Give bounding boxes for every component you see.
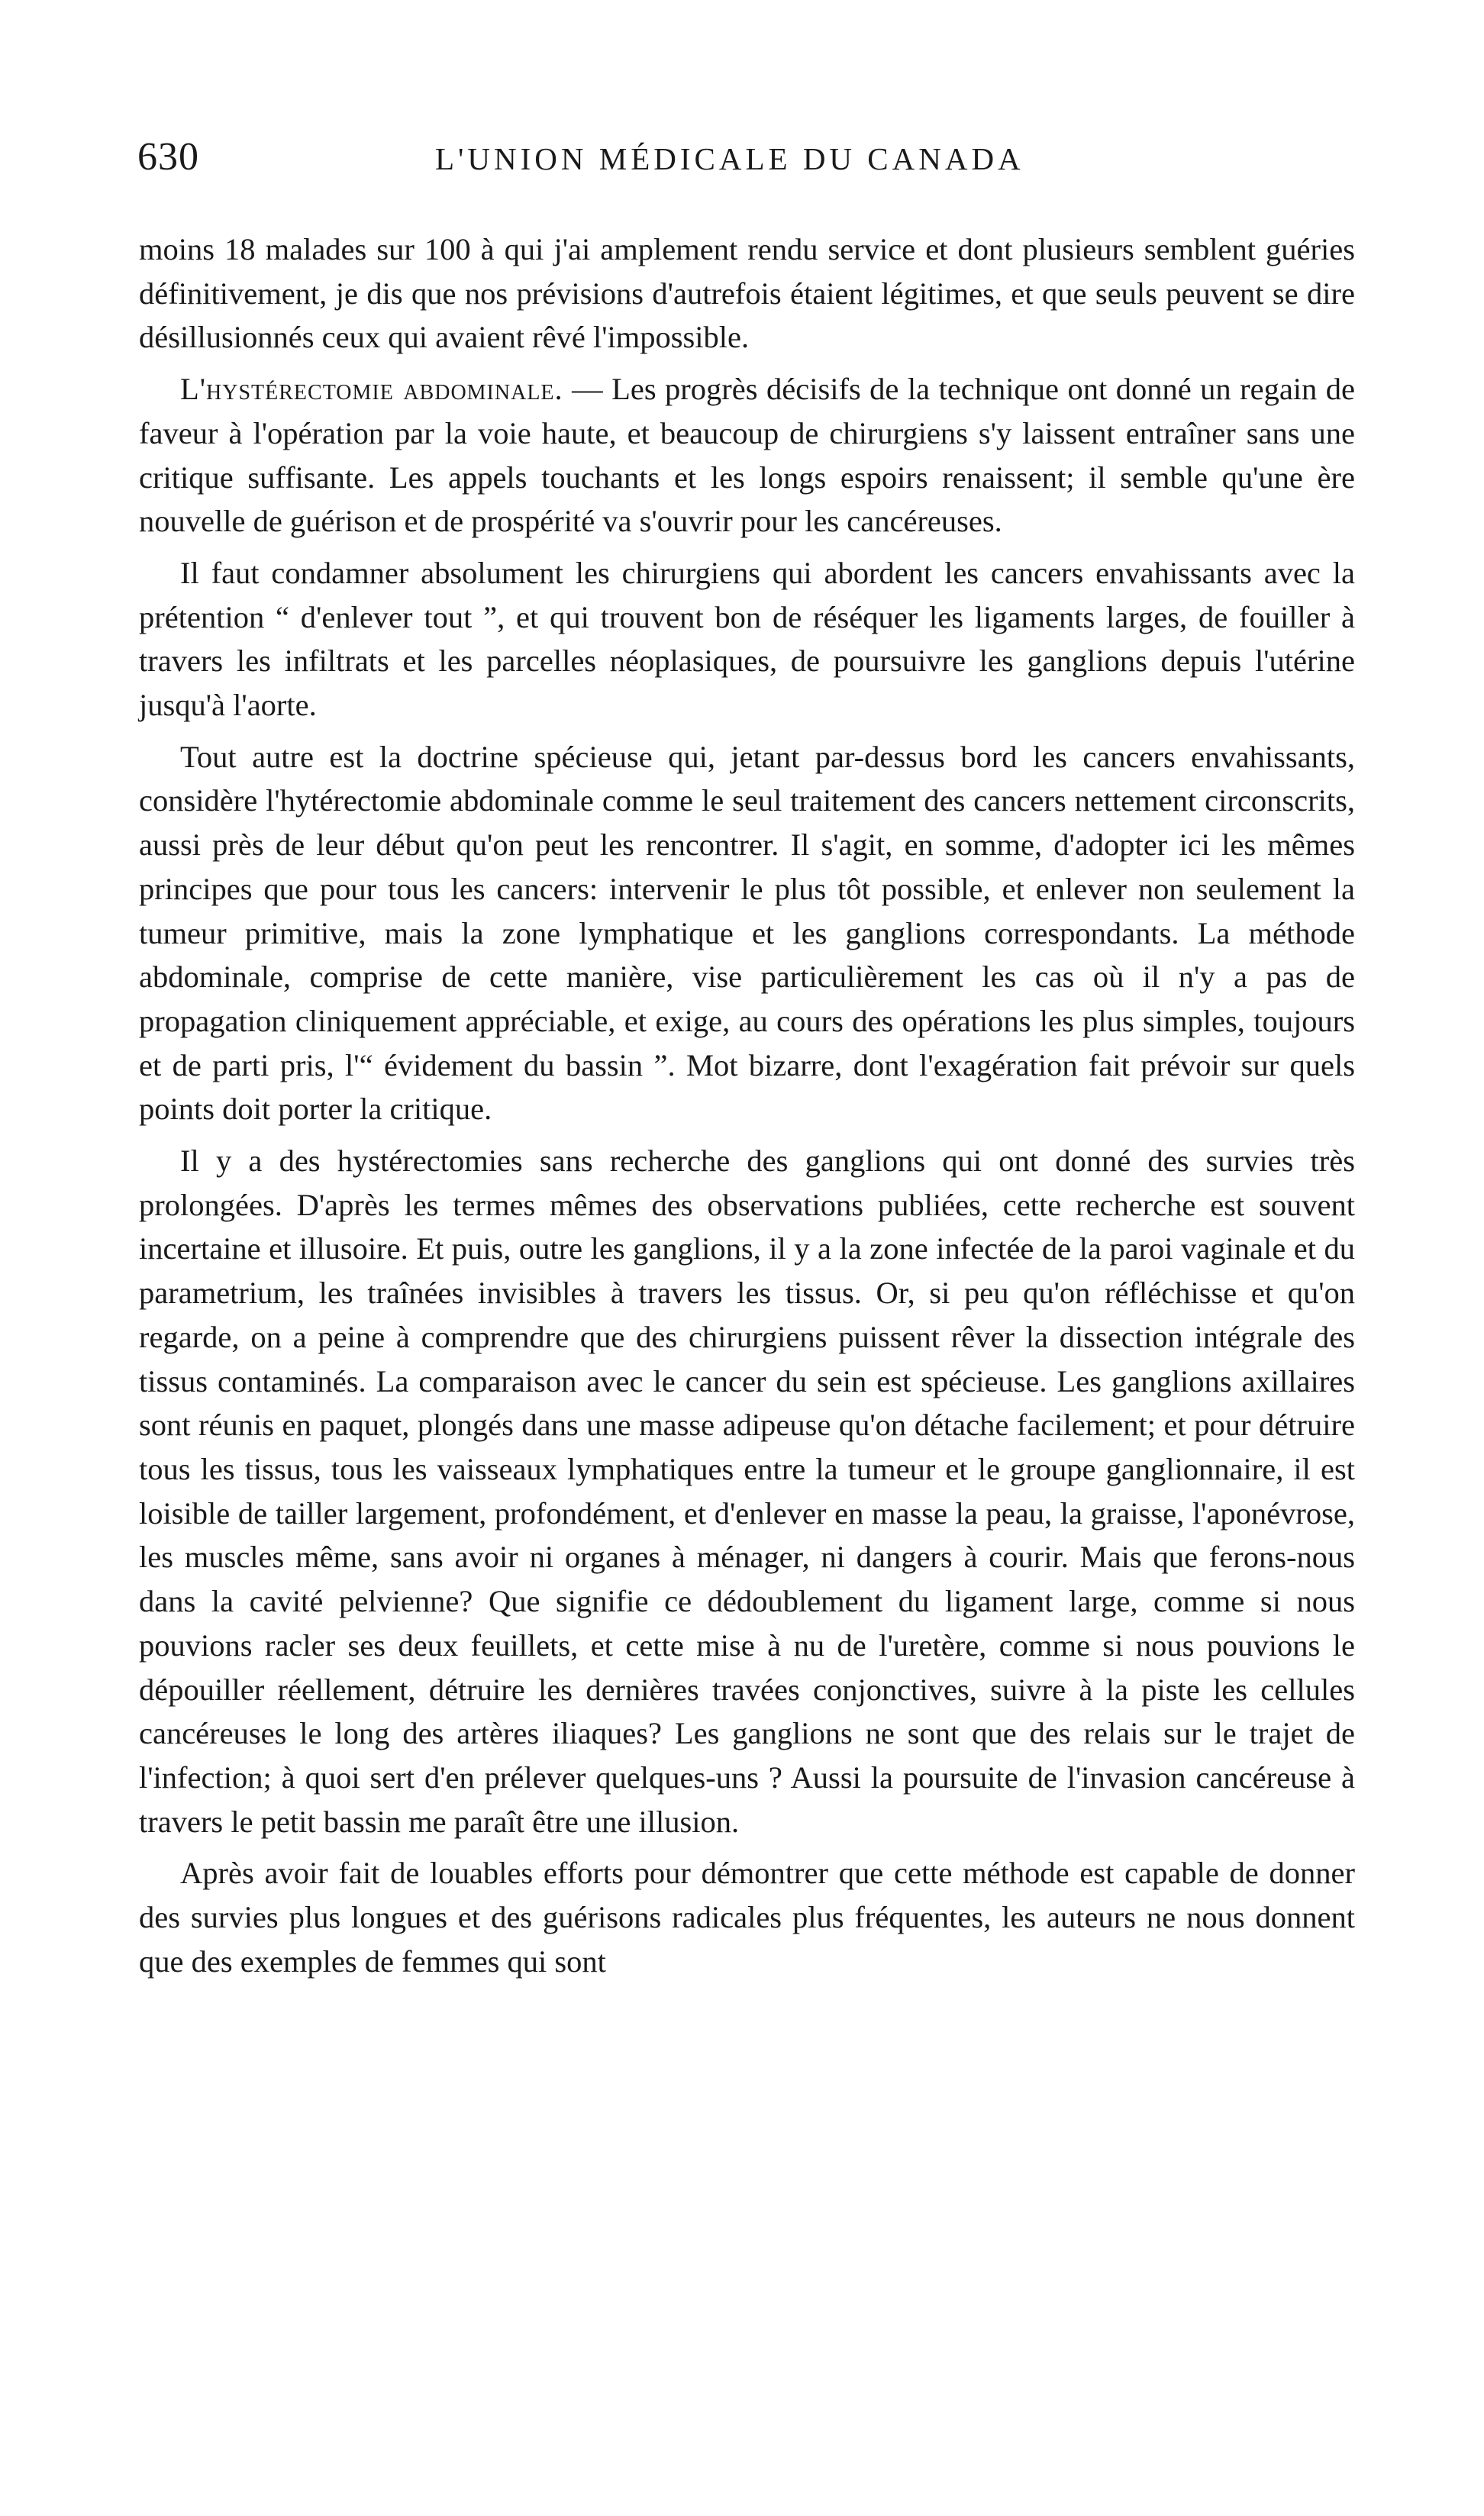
paragraph <box>139 1139 1355 1843</box>
paragraph-continuation <box>139 227 1355 360</box>
paragraph-text: Après avoir fait de louables efforts pour démontrer que cette méthode est capable de donner des survies plus longues et des guérisons radicales plus fréquentes, les auteurs ne nous donnent que des exemples de femmes qui sont <box>139 1856 1355 1979</box>
paragraph <box>139 1851 1355 1983</box>
paragraph <box>139 551 1355 727</box>
paragraph <box>139 735 1355 1131</box>
paragraph-text: Il y a des hystérectomies sans recherche des ganglions qui ont donné des survies très prolongées. D'après les termes mêmes des observations publiées, cette recherche est souvent incertaine et illusoire. Et puis, outre les ganglions, il y a la zone infectée de la paroi vaginale et du parametrium, les traînées invisibles à travers les tissus. Or, si peu qu'on réfléchisse et qu'on regarde, on a peine à comprendre que des chirurgiens puissent rêver la dissection intégrale des tissus contaminés. La comparaison avec le cancer du sein est spécieuse. Les ganglions axillaires sont réunis en paquet, plongés dans une masse adipeuse qu'on détache facilement; et pour détruire tous les tissus, tous les vaisseaux lymphatiques entre la tumeur et le groupe ganglionnaire, il est loisible de tailler largement, profondément, et d'enlever en masse la peau, la graisse, l'aponévrose, les muscles même, sans avoir ni organes à ménager, ni dangers à courir. Mais que ferons-nous dans la cavité pelvienne? Que signifie ce dédoublement du ligament large, comme si nous pouvions racler ses deux feuillets, et cette mise à nu de l'uretère, comme si nous pouvions le dépouiller réellement, détruire les dernières travées conjonctives, suivre à la piste les cellules cancéreuses le long des artères iliaques? Les ganglions ne sont que des relais sur le trajet de l'infection; à quoi sert d'en prélever quelques-uns ? Aussi la poursuite de l'invasion cancéreuse à travers le petit bassin me paraît être une illusion. <box>139 1143 1355 1839</box>
page-number: 630 <box>137 135 199 179</box>
page-header <box>137 134 1351 195</box>
paragraph-text: — Les progrès décisifs de la technique ont donné un regain de faveur à l'opération par la voie haute, et beaucoup de chirurgiens s'y laissent entraîner sans une critique suffisante. Les appels touchants et les longs espoirs renaissent; il semble qu'une ère nouvelle de guérison et de prospérité va s'ouvrir pour les cancéreuses. <box>139 372 1356 539</box>
paragraph-text: moins 18 malades sur 100 à qui j'ai amplement rendu service et dont plusieurs semblent guéries définitivement, je dis que nos prévisions d'autrefois étaient légitimes, et que seuls peuvent se dire désillusionnés ceux qui avaient rêvé l'impossible. <box>139 232 1355 355</box>
section-heading: L'hystérectomie abdominale. <box>180 372 563 407</box>
paragraph-text: Il faut condamner absolument les chirurgiens qui abordent les cancers envahissants avec la prétention “ d'enlever tout ”, et qui trouvent bon de réséquer les ligaments larges, de fouiller à travers les infiltrats et les parcelles néoplasiques, de poursuivre les ganglions depuis l'utérine jusqu'à l'aorte. <box>139 555 1355 723</box>
body-text <box>139 227 1355 1991</box>
paragraph-text: Tout autre est la doctrine spécieuse qui, jetant par-dessus bord les cancers envahissants, considère l'hytérectomie abdominale comme le seul traitement des cancers nettement circonscrits, aussi près de leur début qu'on peut les rencontrer. Il s'agit, en somme, d'adopter ici les mêmes principes que pour tous les cancers: intervenir le plus tôt possible, et enlever non seulement la tumeur primitive, mais la zone lymphatique et les ganglions correspondants. La méthode abdominale, comprise de cette manière, vise particulièrement les cas où il n'y a pas de propagation cliniquement appréciable, et exige, au cours des opérations les plus simples, toujours et de parti pris, l'“ évidement du bassin ”. Mot bizarre, dont l'exagération fait prévoir sur quels points doit porter la critique. <box>139 739 1355 1127</box>
paragraph-section-hysterectomie <box>139 367 1355 544</box>
running-title: L'UNION MÉDICALE DU CANADA <box>435 141 1024 176</box>
